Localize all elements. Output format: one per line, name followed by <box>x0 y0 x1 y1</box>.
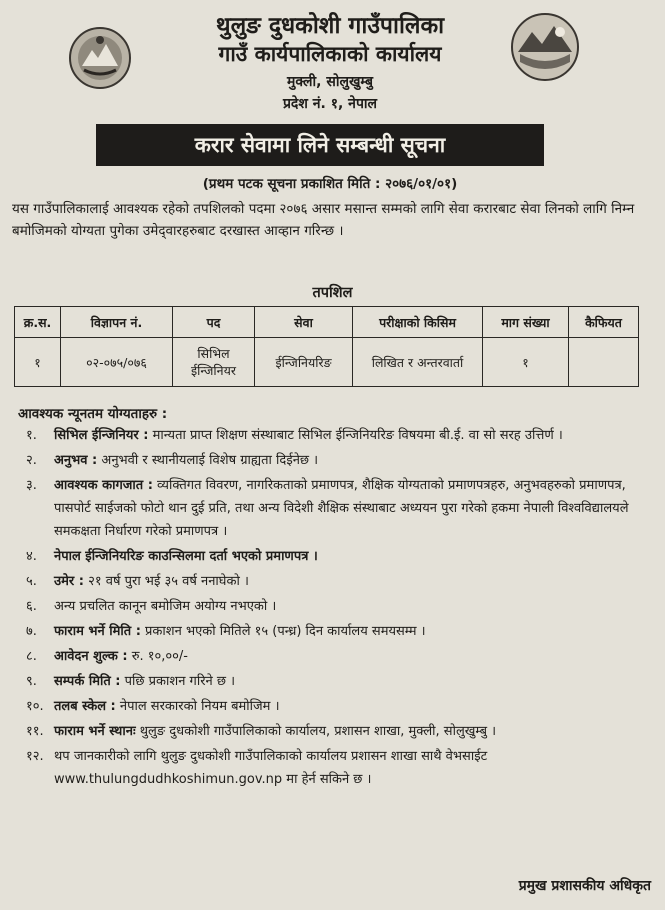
item-number: ११. <box>26 724 44 739</box>
list-item <box>20 545 652 568</box>
list-item <box>20 670 652 693</box>
item-number: ३. <box>26 478 37 493</box>
item-number: ९. <box>26 674 37 689</box>
table-header-cell: सेवा <box>255 307 353 338</box>
table-header-cell: क्र.स. <box>15 307 61 338</box>
list-item <box>20 449 652 472</box>
list-item <box>20 695 652 718</box>
item-label: उमेर : <box>54 574 84 589</box>
table-cell: १ <box>15 338 61 387</box>
list-item <box>20 645 652 668</box>
item-label: फाराम भर्ने मिति : <box>54 624 141 639</box>
item-label: सिभिल ईन्जिनियर : <box>54 428 149 443</box>
list-item <box>20 595 652 618</box>
list-item <box>20 474 652 543</box>
item-text: अनुभवी र स्थानीयलाई विशेष ग्राह्यता दिईनेछ । <box>97 453 319 468</box>
table-cell: लिखित र अन्तरवार्ता <box>353 338 483 387</box>
item-text: थप जानकारीको लागि थुलुङ दुधकोशी गाउँपालिकाको कार्यालय प्रशासन शाखा साथै वेभसाईट www.thulungdudhkoshimun.gov.np मा हेर्न सकिने छ । <box>54 749 488 787</box>
table-cell <box>569 338 639 387</box>
table-row <box>15 338 639 387</box>
item-label: तलब स्केल : <box>54 699 116 714</box>
item-number: १. <box>26 428 37 443</box>
item-label: नेपाल ईन्जिनियरिङ काउन्सिलमा दर्ता भएको प्रमाणपत्र । <box>54 549 318 564</box>
item-text: २१ वर्ष पुरा भई ३५ वर्ष ननाघेको । <box>83 574 249 589</box>
header-municipality-name: थुलुङ दुधकोशी गाउँपालिका <box>215 13 445 39</box>
table-cell: ईन्जिनियरिङ <box>255 338 353 387</box>
table-cell: १ <box>483 338 569 387</box>
list-item <box>20 570 652 593</box>
item-text: व्यक्तिगत विवरण, नागरिकताको प्रमाणपत्र, शैक्षिक योग्यताको प्रमाणपत्रहरु, अनुभवहरुको प्रमाणपत्र, पासपोर्ट साईजको फोटो थान दुई प्रति, तथा अन्य विदेशी शैक्षिक संस्थाबाट अध्ययन पुरा गरेको हकमा नेपाली विश्वविद्यालयले समकक्षता निर्धारण गरेको प्रमाणपत्र । <box>54 478 629 539</box>
intro-paragraph: यस गाउँपालिकालाई आवश्यक रहेको तपशिलको पदमा २०७६ असार मसान्त सम्मको लागि सेवा करारबाट सेवा लिनको लागि निम्न बमोजिमको योग्यता पुगेका उमेद्‌वारहरुबाट दरखास्त आव्हान गरिन्छ । <box>12 201 635 239</box>
item-label: अनुभव : <box>54 453 98 468</box>
list-item <box>20 745 652 791</box>
signature-title: प्रमुख प्रशासकीय अधिकृत <box>518 878 651 894</box>
table-cell: ०२-०७५/०७६ <box>61 338 173 387</box>
item-label: आवेदन शुल्क : <box>54 649 128 664</box>
table-title: तपशिल <box>312 285 353 301</box>
item-label: आवश्यक कागजात : <box>54 478 153 493</box>
item-number: ७. <box>26 624 37 639</box>
publication-date: (प्रथम पटक सूचना प्रकाशित मिति : २०७६/०१/०१) <box>202 176 458 192</box>
header-province: प्रदेश नं. १, नेपाल <box>282 96 378 112</box>
notice-title-banner: करार सेवामा लिने सम्बन्धी सूचना <box>96 124 544 166</box>
item-number: ६. <box>26 599 37 614</box>
item-text: नेपाल सरकारको नियम बमोजिम । <box>115 699 280 714</box>
list-item <box>20 720 652 743</box>
table-header-cell: विज्ञापन नं. <box>61 307 173 338</box>
item-text: थुलुङ दुधकोशी गाउँपालिकाको कार्यालय, प्रशासन शाखा, मुक्ली, सोलुखुम्बु । <box>135 724 497 739</box>
header-address: मुक्ली, सोलुखुम्बु <box>287 74 373 90</box>
table-header-cell: माग संख्या <box>483 307 569 338</box>
item-number: १२. <box>26 749 44 764</box>
vacancy-table <box>14 306 639 387</box>
item-number: २. <box>26 453 37 468</box>
item-text: पछि प्रकाशन गरिने छ । <box>120 674 236 689</box>
item-number: १०. <box>26 699 44 714</box>
table-header-cell: परीक्षाको किसिम <box>353 307 483 338</box>
item-number: ५. <box>26 574 37 589</box>
item-text: मान्यता प्राप्त शिक्षण संस्थाबाट सिभिल ईन्जिनियरिङ विषयमा बी.ई. वा सो सरह उत्तिर्ण । <box>148 428 563 443</box>
item-text: प्रकाशन भएको मितिले १५ (पन्ध्र) दिन कार्यालय समयसम्म । <box>140 624 426 639</box>
table-header-row <box>15 307 639 338</box>
item-text: रु. १०,००/- <box>127 649 188 664</box>
requirements-list <box>20 424 652 793</box>
header-office-name: गाउँ कार्यपालिकाको कार्यालय <box>218 42 442 66</box>
table-header-cell: पद <box>173 307 255 338</box>
table-cell: सिभिल ईन्जिनियर <box>173 338 255 387</box>
item-number: ४. <box>26 549 37 564</box>
item-label: सम्पर्क मिति : <box>54 674 121 689</box>
item-number: ८. <box>26 649 37 664</box>
requirements-title: आवश्यक न्यूनतम योग्यताहरु : <box>18 406 168 422</box>
list-item <box>20 620 652 643</box>
list-item <box>20 424 652 447</box>
table-header-cell: कैफियत <box>569 307 639 338</box>
item-label: फाराम भर्ने स्थानः <box>54 724 136 739</box>
item-text: अन्य प्रचलित कानून बमोजिम अयोग्य नभएको । <box>54 599 277 614</box>
